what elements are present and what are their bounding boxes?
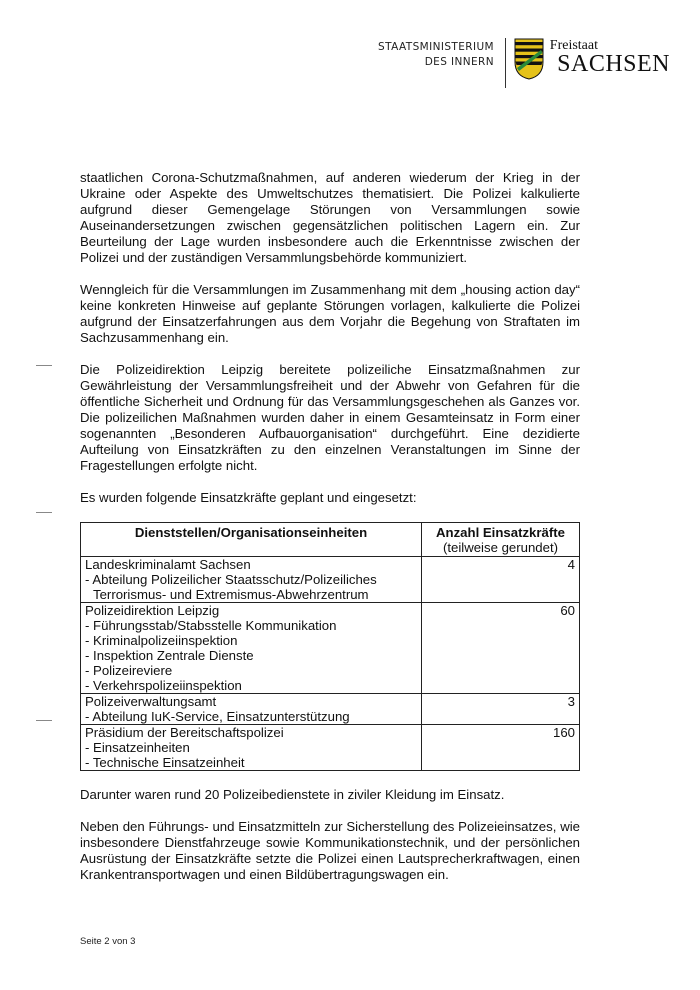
- state-label-large: SACHSEN: [557, 51, 670, 77]
- count-cell: 3: [422, 694, 580, 725]
- paragraph-police-preparation: Die Polizeidirektion Leipzig bereitete polizeiliche Einsatzmaßnahmen zur Gewährleistung der Versammlungsfreiheit und der Abwehr von Gefahren für die öffentliche Sicherheit und Ordnung für das Versammlungsgeschehen als Ganzes vor. Die polizeilichen Maßnahmen wurden daher in einem Gesamteinsatz in Form einer sogenannten „Besonderen Aufbauorganisation“ durchgeführt. Eine dezidierte Aufteilung von Einsatzkräften zu den einzelnen Veranstaltungen im Sinne der Fragestellungen erfolgte nicht.: [80, 362, 580, 473]
- sub-unit: - Abteilung IuK-Service, Einsatzunterstützung: [85, 709, 350, 724]
- ministry-line-2: DES INNERN: [424, 56, 494, 68]
- paragraph-equipment: Neben den Führungs- und Einsatzmitteln zur Sicherstellung des Polizeieinsatzes, wie insbesondere Dienstfahrzeuge sowie Kommunikationstechnik, und der persönlichen Ausrüstung der Einsatzkräfte setzte die Polizei einen Lautsprecherkraftwagen, einen Krankentransportwagen und einen Bildübertragungswagen ein.: [80, 819, 580, 882]
- state-label-small: Freistaat: [549, 38, 598, 53]
- department-name: Landeskriminalamt Sachsen: [85, 557, 251, 572]
- table-row: [81, 557, 580, 603]
- sub-unit: - Führungsstab/Stabsstelle Kommunikation: [85, 618, 337, 633]
- count-cell: 160: [422, 725, 580, 771]
- paragraph-context: staatlichen Corona-Schutzmaßnahmen, auf anderen wiederum der Krieg in der Ukraine oder Aspekte des Umweltschutzes thematisiert. Die Polizei kalkulierte aufgrund dieser Gemengelage Störungen von Versammlungen sowie Auseinandersetzungen zwischen gegensätzlichen politischen Lagern ein. Zur Beurteilung der Lage wurden insbesondere auch die Erkenntnisse zwischen der Polizei und der zuständigen Versammlungsbehörde kommuniziert.: [80, 170, 580, 265]
- sub-unit: - Kriminalpolizeiinspektion: [85, 633, 238, 648]
- letterhead-divider: [505, 38, 506, 88]
- department-name: Präsidium der Bereitschaftspolizei: [85, 725, 284, 740]
- header-departments: Dienststellen/Organisationseinheiten: [81, 523, 422, 557]
- department-cell: [81, 725, 422, 771]
- sub-unit: - Verkehrspolizeiinspektion: [85, 678, 242, 693]
- department-name: Polizeidirektion Leipzig: [85, 603, 220, 618]
- page-number: Seite 2 von 3: [80, 936, 136, 947]
- paragraph-housing-action-day: Wenngleich für die Versammlungen im Zusammenhang mit dem „housing action day“ keine konkreten Hinweise auf geplante Störungen vorlagen, kalkulierte die Polizei aufgrund der Einsatzerfahrungen aus dem Vorjahr die Begehung von Straftaten im Sachzusammenhang ein.: [80, 282, 580, 345]
- sub-unit: - Einsatzeinheiten: [85, 740, 190, 755]
- table-row: [81, 725, 580, 771]
- ministry-name: [294, 40, 494, 70]
- forces-table: [80, 522, 580, 771]
- header-count-note: (teilweise gerundet): [442, 540, 559, 555]
- saxony-crest-icon: [514, 38, 544, 80]
- table-row: [81, 694, 580, 725]
- fold-mark: [36, 365, 52, 366]
- sub-unit: - Abteilung Polizeilicher Staatsschutz/Polizeiliches Terrorismus- und Extremismus-Abwehrzentrum: [85, 572, 377, 602]
- paragraph-table-intro: Es wurden folgende Einsatzkräfte geplant und eingesetzt:: [80, 490, 417, 505]
- count-cell: 60: [422, 603, 580, 694]
- table-header-row: [81, 523, 580, 557]
- count-cell: 4: [422, 557, 580, 603]
- header-count: [422, 523, 580, 557]
- paragraph-plainclothes: Darunter waren rund 20 Polizeibedienstete in ziviler Kleidung im Einsatz.: [80, 787, 505, 802]
- department-cell: [81, 603, 422, 694]
- ministry-line-1: STAATSMINISTERIUM: [378, 41, 494, 53]
- header-count-label: Anzahl Einsatzkräfte: [436, 525, 565, 540]
- letter-body: [80, 170, 580, 899]
- department-cell: [81, 694, 422, 725]
- sub-unit: - Technische Einsatzeinheit: [85, 755, 245, 770]
- department-cell: [81, 557, 422, 603]
- table-row: [81, 603, 580, 694]
- sub-unit: - Inspektion Zentrale Dienste: [85, 648, 254, 663]
- sub-unit: - Polizeireviere: [85, 663, 173, 678]
- fold-mark: [36, 720, 52, 721]
- fold-mark: [36, 512, 52, 513]
- department-name: Polizeiverwaltungsamt: [85, 694, 217, 709]
